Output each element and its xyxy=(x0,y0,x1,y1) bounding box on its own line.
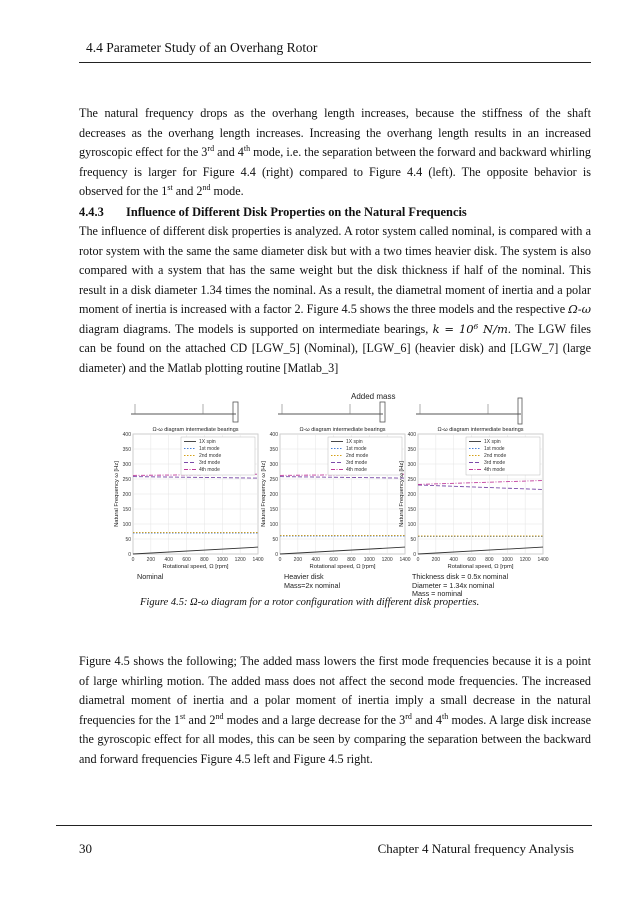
y-axis-label: Natural Frequency ω [Hz] xyxy=(261,461,267,527)
legend-entry: 1X spin xyxy=(484,439,501,445)
x-tick-label: 200 xyxy=(431,557,441,563)
y-tick-label: 0 xyxy=(413,551,416,558)
y-tick-label: 100 xyxy=(407,521,416,528)
chart-title: Ω-ω diagram intermediate bearings xyxy=(437,427,524,433)
x-tick-label: 1400 xyxy=(399,557,411,563)
legend-entry: 2nd mode xyxy=(346,453,369,459)
x-tick-label: 1200 xyxy=(381,557,393,563)
legend-entry: 1st mode xyxy=(484,446,505,452)
y-tick-label: 50 xyxy=(125,536,131,543)
y-tick-label: 200 xyxy=(269,491,278,498)
x-tick-label: 400 xyxy=(164,557,173,563)
y-tick-label: 50 xyxy=(410,536,416,543)
x-tick-label: 0 xyxy=(278,557,282,563)
y-tick-label: 150 xyxy=(122,506,131,513)
rotor-sketch xyxy=(396,398,546,422)
x-tick-label: 600 xyxy=(329,557,338,563)
section-number: 4.4.3 xyxy=(79,205,104,219)
x-tick-label: 1400 xyxy=(537,557,549,563)
x-axis-label: Rotational speed, Ω [rpm] xyxy=(162,564,229,570)
added-mass-label: Added mass xyxy=(351,392,396,401)
chart-title: Ω-ω diagram intermediate bearings xyxy=(299,427,386,433)
y-axis-label: Natural Frequency ω [Hz] xyxy=(114,461,120,527)
x-tick-label: 1000 xyxy=(216,557,228,563)
y-axis-label: Natural Frequency ω [Hz] xyxy=(399,461,405,527)
y-tick-label: 250 xyxy=(407,476,416,483)
x-tick-label: 0 xyxy=(416,557,420,563)
sub-caption: Heavier disk Mass=2x nominal xyxy=(284,572,341,590)
y-tick-label: 200 xyxy=(122,491,131,498)
x-tick-label: 1200 xyxy=(519,557,531,563)
chart-svg xyxy=(111,422,264,572)
y-tick-label: 250 xyxy=(122,476,131,483)
y-tick-label: 100 xyxy=(122,521,131,528)
y-tick-label: 300 xyxy=(122,461,131,468)
x-tick-label: 800 xyxy=(347,557,356,563)
legend-entry: 3rd mode xyxy=(199,460,221,466)
legend-entry: 1X spin xyxy=(199,439,216,445)
x-tick-label: 400 xyxy=(311,557,320,563)
x-tick-label: 200 xyxy=(146,557,156,563)
legend-entry: 1st mode xyxy=(346,446,367,452)
y-tick-label: 350 xyxy=(407,446,416,453)
x-tick-label: 400 xyxy=(449,557,458,563)
legend-entry: 3rd mode xyxy=(484,460,506,466)
x-tick-label: 800 xyxy=(200,557,209,563)
legend-entry: 4th mode xyxy=(199,467,220,473)
y-tick-label: 400 xyxy=(122,431,131,438)
y-tick-label: 0 xyxy=(275,551,278,558)
x-axis-label: Rotational speed, Ω [rpm] xyxy=(447,564,514,570)
section-title: Influence of Different Disk Properties on the Natural Frequencis xyxy=(126,205,467,219)
figure-panel-large-diameter xyxy=(396,396,549,598)
y-tick-label: 400 xyxy=(269,431,278,438)
x-tick-label: 800 xyxy=(485,557,494,563)
figure-caption: Figure 4.5: Ω-ω diagram for a rotor configuration with different disk properties. xyxy=(140,597,480,608)
y-tick-label: 400 xyxy=(407,431,416,438)
x-tick-label: 600 xyxy=(467,557,476,563)
sub-caption: Nominal xyxy=(137,572,164,581)
paragraph-figure-findings: Figure 4.5 shows the following; The added mass lowers the first mode frequencies because it is a point of large whirling motion. The added mass does not affect the second mode frequencies. The increased diametral moment of inertia and a polar moment of inertia imply a small decrease in the natural frequencies for the 1st and 2nd modes and a large decrease for the 3rd and 4th modes. A large disk increase the gyroscopic effect for all modes, this can be seen by comparing the separation between the backward and forward frequencies Figure 4.5 left and Figure 4.5 right. xyxy=(79,654,591,766)
x-tick-label: 1200 xyxy=(234,557,246,563)
rotor-sketch xyxy=(111,398,261,422)
chart-svg xyxy=(396,422,549,572)
section-heading xyxy=(79,205,591,220)
figure-panel-heavier-disk xyxy=(258,396,411,590)
y-tick-label: 300 xyxy=(407,461,416,468)
x-tick-label: 1000 xyxy=(363,557,375,563)
y-tick-label: 300 xyxy=(269,461,278,468)
x-tick-label: 1000 xyxy=(501,557,513,563)
y-tick-label: 0 xyxy=(128,551,131,558)
y-tick-label: 350 xyxy=(122,446,131,453)
legend-entry: 2nd mode xyxy=(484,453,507,459)
x-axis-label: Rotational speed, Ω [rpm] xyxy=(309,564,376,570)
y-tick-label: 50 xyxy=(272,536,278,543)
header-rule xyxy=(79,62,591,63)
legend-entry: 4th mode xyxy=(484,467,505,473)
paragraph-overhang-effect: The natural frequency drops as the overhang length increases, because the stiffness of the shaft decreases as the overhang length increases. Increasing the overhang length results in an increased gyroscopic effect for the 3rd and 4th mode, i.e. the separation between the forward and backward whirling frequency is larger for Figure 4.4 (right) compared to Figure 4.4 (left). The opposite behavior is observed for the 1st and 2nd mode. xyxy=(79,106,591,198)
legend-entry: 4th mode xyxy=(346,467,367,473)
chapter-title: Chapter 4 Natural frequency Analysis xyxy=(377,841,574,856)
running-header: 4.4 Parameter Study of an Overhang Rotor xyxy=(86,40,318,55)
y-tick-label: 350 xyxy=(269,446,278,453)
x-tick-label: 200 xyxy=(293,557,303,563)
legend-entry: 1X spin xyxy=(346,439,363,445)
x-tick-label: 0 xyxy=(131,557,135,563)
page-number: 30 xyxy=(79,841,92,856)
legend-entry: 3rd mode xyxy=(346,460,368,466)
y-tick-label: 200 xyxy=(407,491,416,498)
y-tick-label: 150 xyxy=(269,506,278,513)
y-tick-label: 250 xyxy=(269,476,278,483)
chart-svg xyxy=(258,422,411,572)
legend-entry: 2nd mode xyxy=(199,453,222,459)
legend-entry: 1st mode xyxy=(199,446,220,452)
rotor-sketch xyxy=(258,398,408,422)
chart-title: Ω-ω diagram intermediate bearings xyxy=(152,427,239,433)
y-tick-label: 150 xyxy=(407,506,416,513)
x-tick-label: 1400 xyxy=(252,557,264,563)
footer-rule xyxy=(56,825,592,826)
paragraph-disk-properties: The influence of different disk properties is analyzed. A rotor system called nominal, is compared with a rotor system with the same the same diameter disk but with a two times heavier disk. The system is also compared with a system that has the same weight but the disk thickness if half of the nominal. This result in a disk diameter 1.34 times the nominal. As a result, the diametral moment of inertia and a polar moment of inertia is increased with a factor 2. Figure 4.5 shows the three models and the respective Ω-ω diagram diagrams. The models is supported on intermediate bearings, k = 10⁶ N/m. The LGW files can be found on the attached CD [LGW_5] (Nominal), [LGW_6] (heavier disk) and [LGW_7] (large diameter) and the Matlab plotting routine [Matlab_3] xyxy=(79,224,591,375)
x-tick-label: 600 xyxy=(182,557,191,563)
sub-caption: Thickness disk = 0.5x nominal Diameter = 1.34x nominal Mass = nominal xyxy=(412,572,509,598)
y-tick-label: 100 xyxy=(269,521,278,528)
figure-panel-nominal xyxy=(111,396,264,581)
